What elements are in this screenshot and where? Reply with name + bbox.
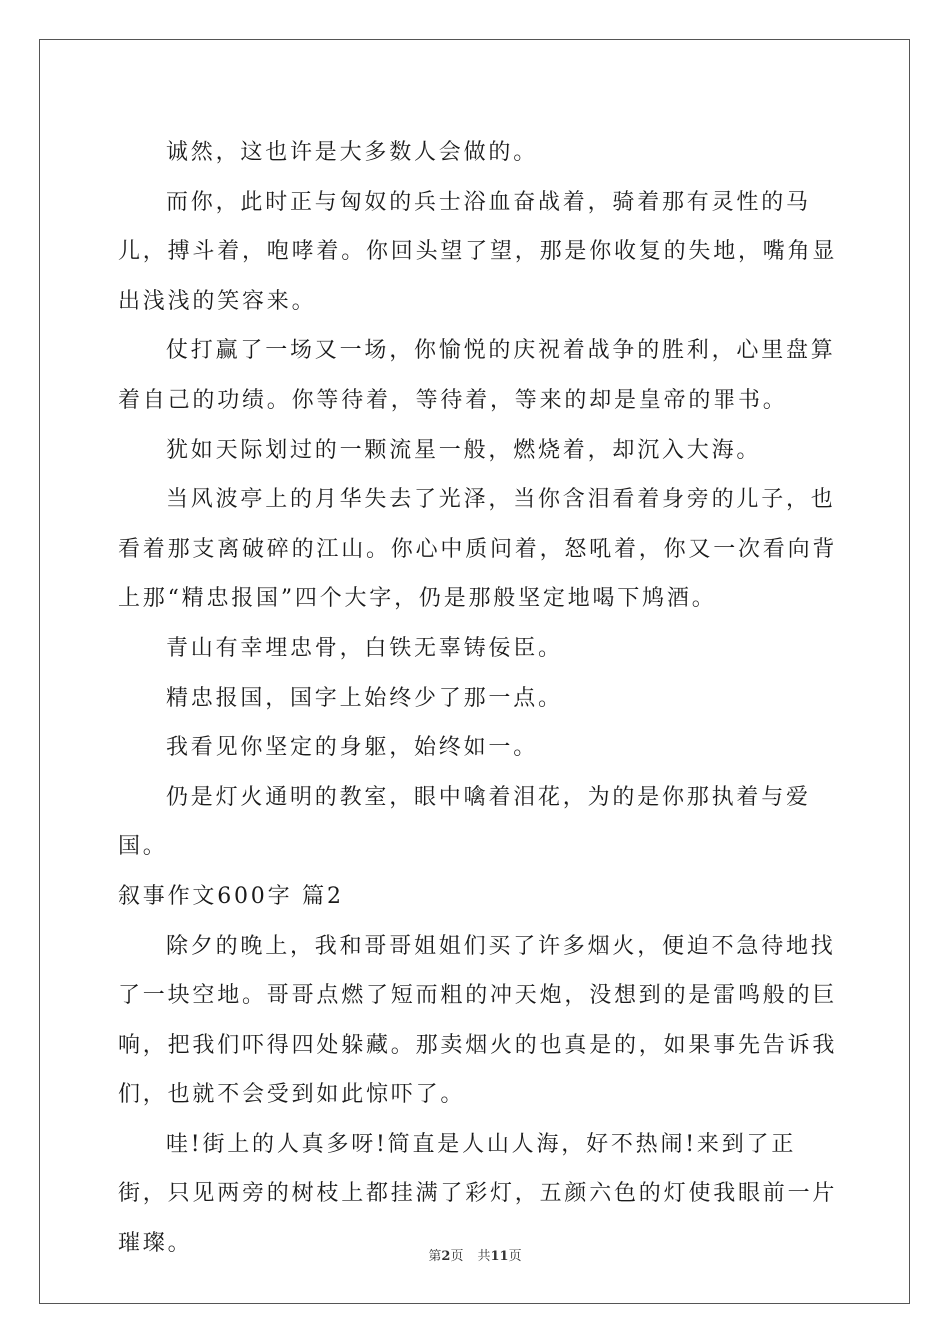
paragraph-7: 精忠报国，国字上始终少了那一点。 — [166, 685, 563, 711]
paragraph-5: 当风波亭上的月华失去了光泽，当你含泪看着身旁的儿子，也看着那支离破碎的江山。你心中质问着，怒吼着，你又一次看向背上那“精忠报国”四个大字，仍是那般坚定地喝下鸠酒。 — [118, 487, 838, 612]
page-footer — [0, 1245, 950, 1264]
total-suffix: 页 — [508, 1249, 522, 1264]
paragraph-4: 犹如天际划过的一颗流星一般，燃烧着，却沉入大海。 — [166, 437, 762, 463]
paragraph-6: 青山有幸埋忠骨，白铁无辜铸佞臣。 — [166, 635, 563, 661]
document-body — [118, 128, 838, 1269]
total-prefix: 共 — [477, 1249, 491, 1264]
section-heading: 叙事作文600字 篇2 — [118, 883, 344, 909]
paragraph-8: 我看见你坚定的身躯，始终如一。 — [166, 735, 539, 761]
paragraph-3: 仗打赢了一场又一场，你愉悦的庆祝着战争的胜利，心里盘算着自己的功绩。你等待着，等待着，等来的却是皇帝的罪书。 — [118, 338, 836, 413]
page-suffix: 页 — [450, 1249, 464, 1264]
paragraph-9: 仍是灯火通明的教室，眼中噙着泪花，为的是你那执着与爱国。 — [118, 784, 811, 860]
paragraph-1: 诚然，这也许是大多数人会做的。 — [166, 140, 539, 165]
page-number: 2 — [441, 1249, 451, 1264]
paragraph-2: 而你，此时正与匈奴的兵士浴血奋战着，骑着那有灵性的马儿，搏斗着，咆哮着。你回头望了望，那是你收复的失地，嘴角显出浅浅的笑容来。 — [118, 189, 838, 314]
paragraph-10: 除夕的晚上，我和哥哥姐姐们买了许多烟火，便迫不急待地找了一块空地。哥哥点燃了短而粗的冲天炮，没想到的是雷鸣般的巨响，把我们吓得四处躲藏。那卖烟火的也真是的，如果事先告诉我们，也就不会受到如此惊吓了。 — [118, 933, 838, 1108]
total-pages: 11 — [490, 1249, 509, 1264]
paragraph-11: 哇!街上的人真多呀!简直是人山人海，好不热闹!来到了正街，只见两旁的树枝上都挂满了彩灯，五颜六色的灯使我眼前一片璀璨。 — [118, 1131, 838, 1257]
page-prefix: 第 — [428, 1249, 442, 1264]
